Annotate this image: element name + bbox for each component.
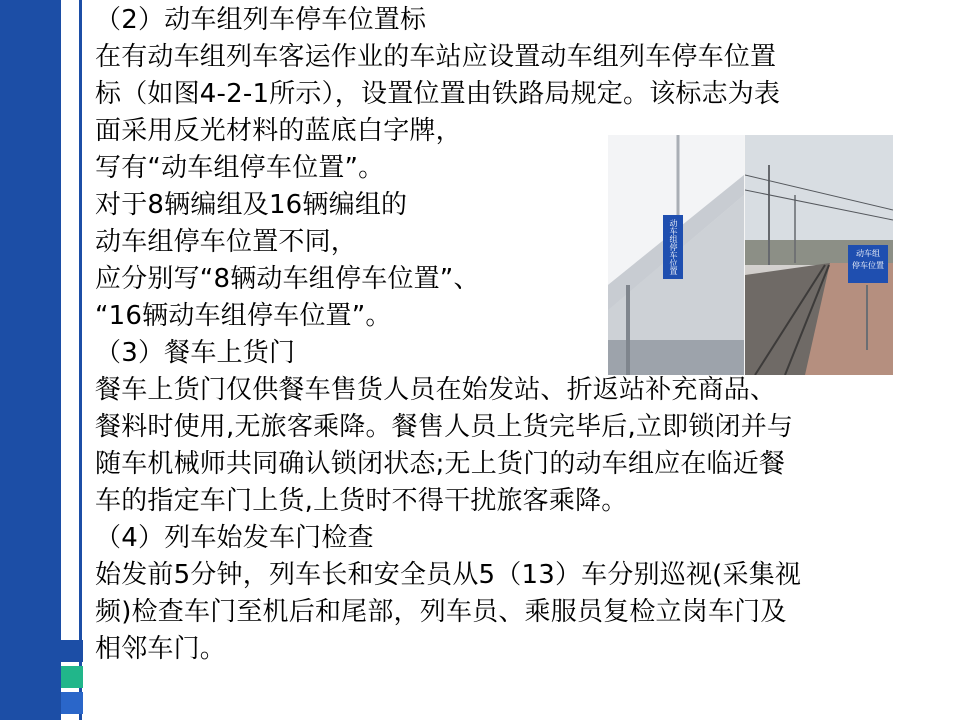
text-line: 标（如图4-2-1所示），设置位置由铁路局规定。该标志为表: [95, 79, 781, 109]
text-line: 餐料时使用,无旅客乘降。餐售人员上货完毕后,立即锁闭并与: [95, 412, 794, 442]
left-stop-sign: 动车组停车位置: [663, 215, 683, 279]
text-line: 车的指定车门上货,上货时不得干扰旅客乘降。: [95, 486, 628, 516]
text-line: 应分别写“8辆动车组停车位置”、: [95, 264, 480, 294]
text-line: 动车组停车位置不同，: [95, 227, 358, 257]
heading-2: （2）动车组列车停车位置标: [95, 5, 427, 35]
left-sidebar-bar: [0, 0, 61, 720]
right-stop-sign: [848, 245, 888, 283]
decor-square-green: [61, 666, 83, 688]
sidebar-divider-line: [79, 0, 82, 720]
decor-square-lightblue: [61, 692, 83, 714]
text-line: 始发前5分钟，列车长和安全员从5（13）车分别巡视(采集视: [95, 560, 802, 590]
decor-square-blue: [61, 640, 83, 662]
photo-left-platform-canopy: [608, 135, 744, 375]
heading-4: （4）列车始发车门检查: [95, 523, 374, 553]
platform-photo: [608, 135, 893, 375]
right-sign-line1: 动车组: [856, 249, 880, 258]
text-line: 面采用反光材料的蓝底白字牌，: [95, 116, 462, 146]
photo-right-track: [745, 135, 893, 375]
text-line: 频)检查车门至机后和尾部，列车员、乘服员复检立岗车门及: [95, 597, 787, 627]
text-line: 餐车上货门仅供餐车售货人员在始发站、折返站补充商品、: [95, 375, 777, 405]
text-line: “16辆动车组停车位置”。: [95, 301, 392, 331]
text-line: 对于8辆编组及16辆编组的: [95, 190, 408, 220]
text-line: 写有“动车组停车位置”。: [95, 153, 385, 183]
right-sign-line2: 停车位置: [852, 261, 884, 270]
text-line: 随车机械师共同确认锁闭状态;无上货门的动车组应在临近餐: [95, 449, 786, 479]
heading-3: （3）餐车上货门: [95, 338, 296, 368]
text-line: 在有动车组列车客运作业的车站应设置动车组列车停车位置: [95, 42, 777, 72]
text-line: 相邻车门。: [95, 634, 227, 664]
